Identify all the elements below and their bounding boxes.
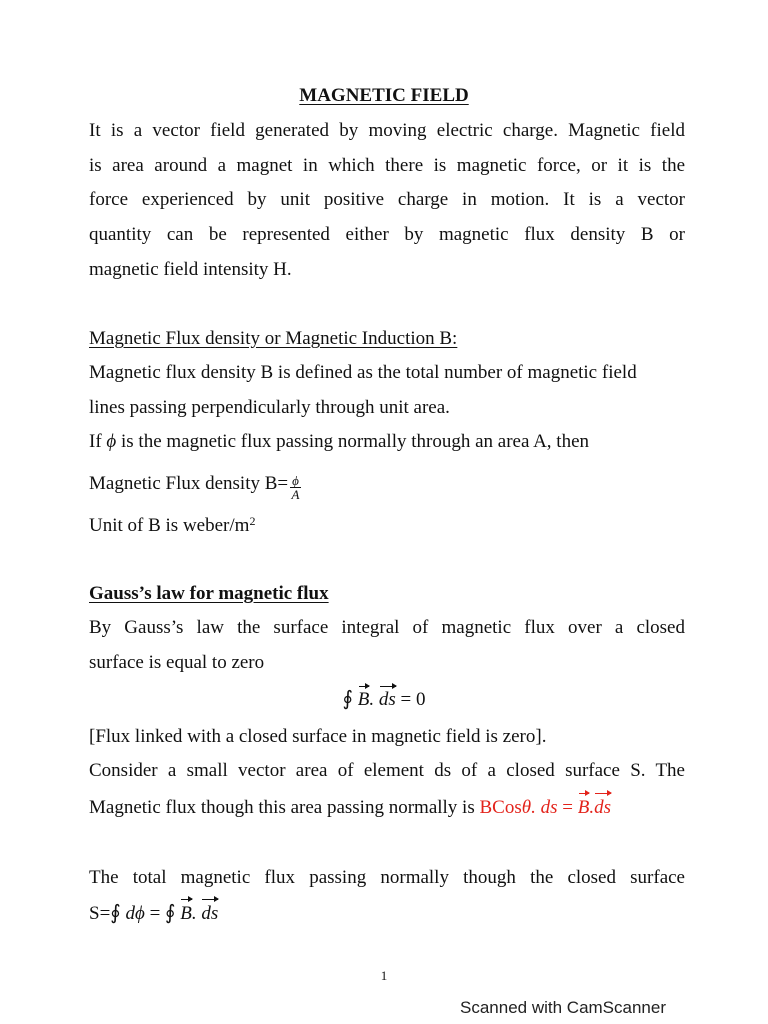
gauss-line-1: By Gauss’s law the surface integral of magnetic flux over a closed: [89, 617, 685, 638]
flux-definition-line: If ϕ is the magnetic flux passing normally through an area A, then: [89, 431, 590, 452]
total-flux-equation: S=∮ dϕ = ∮ B. ds: [89, 902, 219, 924]
gauss-equation: ∮ B. ds = 0: [342, 688, 426, 710]
phi-symbol: ϕ: [106, 431, 117, 452]
phi-over-a-fraction: $\frac{\phi}{A}$: [291, 473, 300, 502]
contour-integral-icon: ∮: [165, 902, 176, 924]
highlighted-expression: BCosθ. ds = B.ds: [479, 797, 611, 818]
unit-of-b-line: Unit of B is weber/$m^2$: [89, 514, 256, 536]
intro-line-1: It is a vector field generated by moving electric charge. Magnetic field: [89, 120, 685, 141]
vector-ds: ds: [378, 689, 396, 710]
contour-integral-icon: ∮: [110, 902, 121, 924]
intro-line-4: quantity can be represented either by magnetic flux density B or: [89, 224, 685, 245]
intro-line-3: force experienced by unit positive charge in motion. It is a vector: [89, 189, 685, 210]
gauss-line-5: The total magnetic flux passing normally though the closed surface: [89, 867, 685, 888]
page-title: MAGNETIC FIELD: [299, 85, 469, 106]
flux-density-formula: Magnetic Flux density B= $\frac{\phi}{A}$: [89, 473, 300, 502]
gauss-line-4: Magnetic flux though this area passing normally is BCosθ. ds = B.ds: [89, 797, 611, 818]
gauss-line-2: surface is equal to zero: [89, 652, 265, 673]
intro-line-5: magnetic field intensity H.: [89, 259, 292, 280]
gauss-line-3: Consider a small vector area of element ds of a closed surface S. The: [89, 760, 685, 781]
vector-b: B: [357, 689, 370, 710]
gauss-bracket-note: [Flux linked with a closed surface in magnetic field is zero].: [89, 726, 547, 747]
scanner-watermark: Scanned with CamScanner: [460, 998, 667, 1017]
flux-density-heading: Magnetic Flux density or Magnetic Induction B:: [89, 328, 458, 349]
page-number: 1: [380, 968, 388, 983]
flux-density-line-2: lines passing perpendicularly through unit area.: [89, 397, 450, 418]
intro-line-2: is area around a magnet in which there is magnetic force, or it is the: [89, 155, 685, 176]
gauss-law-heading: Gauss’s law for magnetic flux: [89, 583, 329, 604]
flux-density-line-1: Magnetic flux density B is defined as the total number of magnetic field: [89, 362, 637, 383]
contour-integral-icon: ∮: [342, 688, 353, 710]
